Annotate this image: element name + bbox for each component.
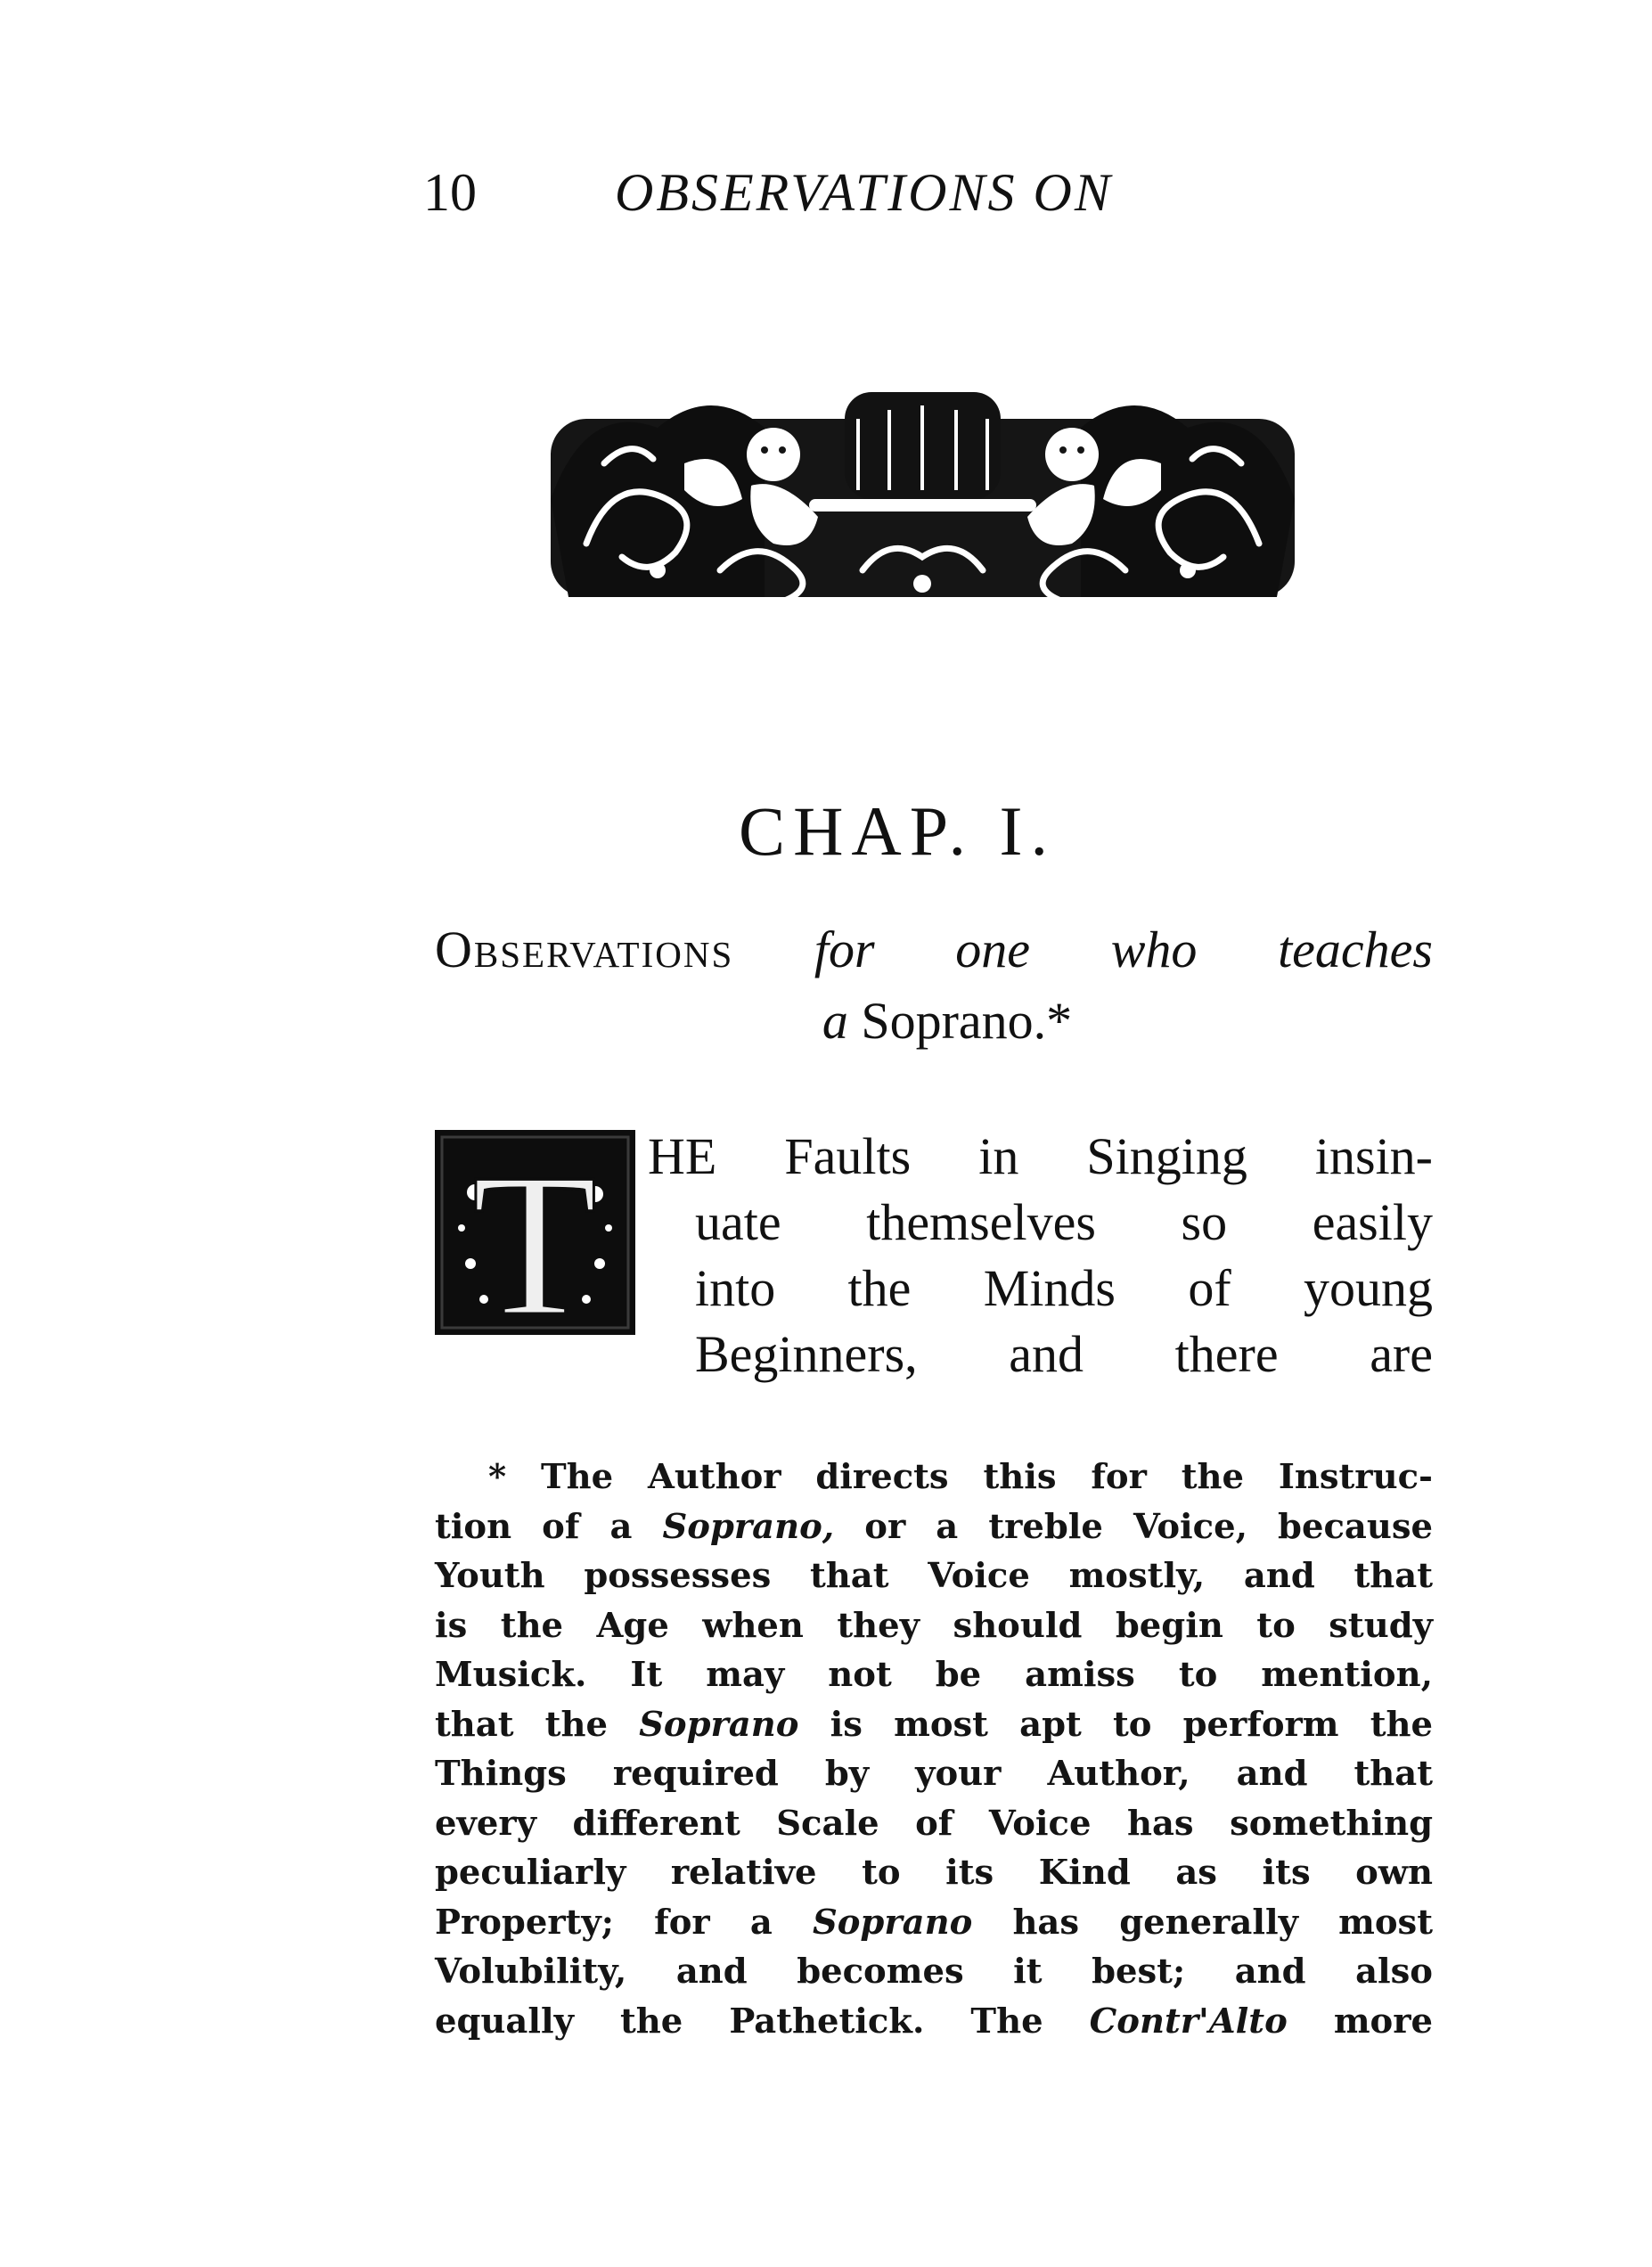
footnote-line: * The Author directs this for the Instruc-	[488, 1457, 1433, 1497]
subtitle-word: teaches	[1278, 921, 1433, 978]
footnote-line: Musick. It may not be amiss to mention,	[435, 1655, 1433, 1695]
subtitle-word: for	[814, 921, 875, 978]
running-title: OBSERVATIONS ON	[615, 163, 1113, 222]
subtitle-voice: Soprano.*	[861, 992, 1073, 1050]
footnote-line: Things required by your Author, and that	[435, 1754, 1433, 1794]
footnote-line: equally the Pathetick. The Contr'Alto more	[435, 2001, 1434, 2042]
body-line: uate themselves so easily	[695, 1193, 1433, 1251]
chapter-subtitle-line-2	[435, 991, 1433, 1051]
headpiece-ornament	[551, 365, 1295, 633]
footnote-line: Volubility, and becomes it best; and also	[435, 1952, 1433, 1992]
footnote-line: every different Scale of Voice has something	[435, 1803, 1433, 1844]
drop-cap-initial	[435, 1130, 635, 1335]
subtitle-word: Observations	[435, 921, 734, 978]
page-number: 10	[423, 163, 477, 222]
subtitle-word: one	[955, 921, 1031, 978]
footnote-line: that the Soprano is most apt to perform the	[435, 1704, 1433, 1745]
footnote-line: is the Age when they should begin to study	[435, 1605, 1433, 1646]
body-line: HE Faults in Singing insin-	[648, 1127, 1433, 1185]
drop-cap-letter: T	[471, 1131, 598, 1335]
footnote-line: peculiarly relative to its Kind as its own	[435, 1853, 1433, 1893]
chapter-heading: CHAP. I.	[739, 792, 1056, 870]
subtitle-article: a	[822, 992, 848, 1050]
footnote-line: tion of a Soprano, or a treble Voice, because	[435, 1506, 1434, 1547]
chapter-subtitle-line-1	[435, 920, 1433, 979]
body-line: into the Minds of young	[695, 1259, 1433, 1317]
footnote-line: Property; for a Soprano has generally most	[435, 1902, 1434, 1943]
footnote-line: Youth possesses that Voice mostly, and that	[435, 1556, 1433, 1596]
running-head	[423, 162, 1314, 225]
subtitle-word: who	[1110, 921, 1198, 978]
footnote	[435, 1453, 1433, 2046]
body-line: Beginners, and there are	[695, 1325, 1433, 1383]
